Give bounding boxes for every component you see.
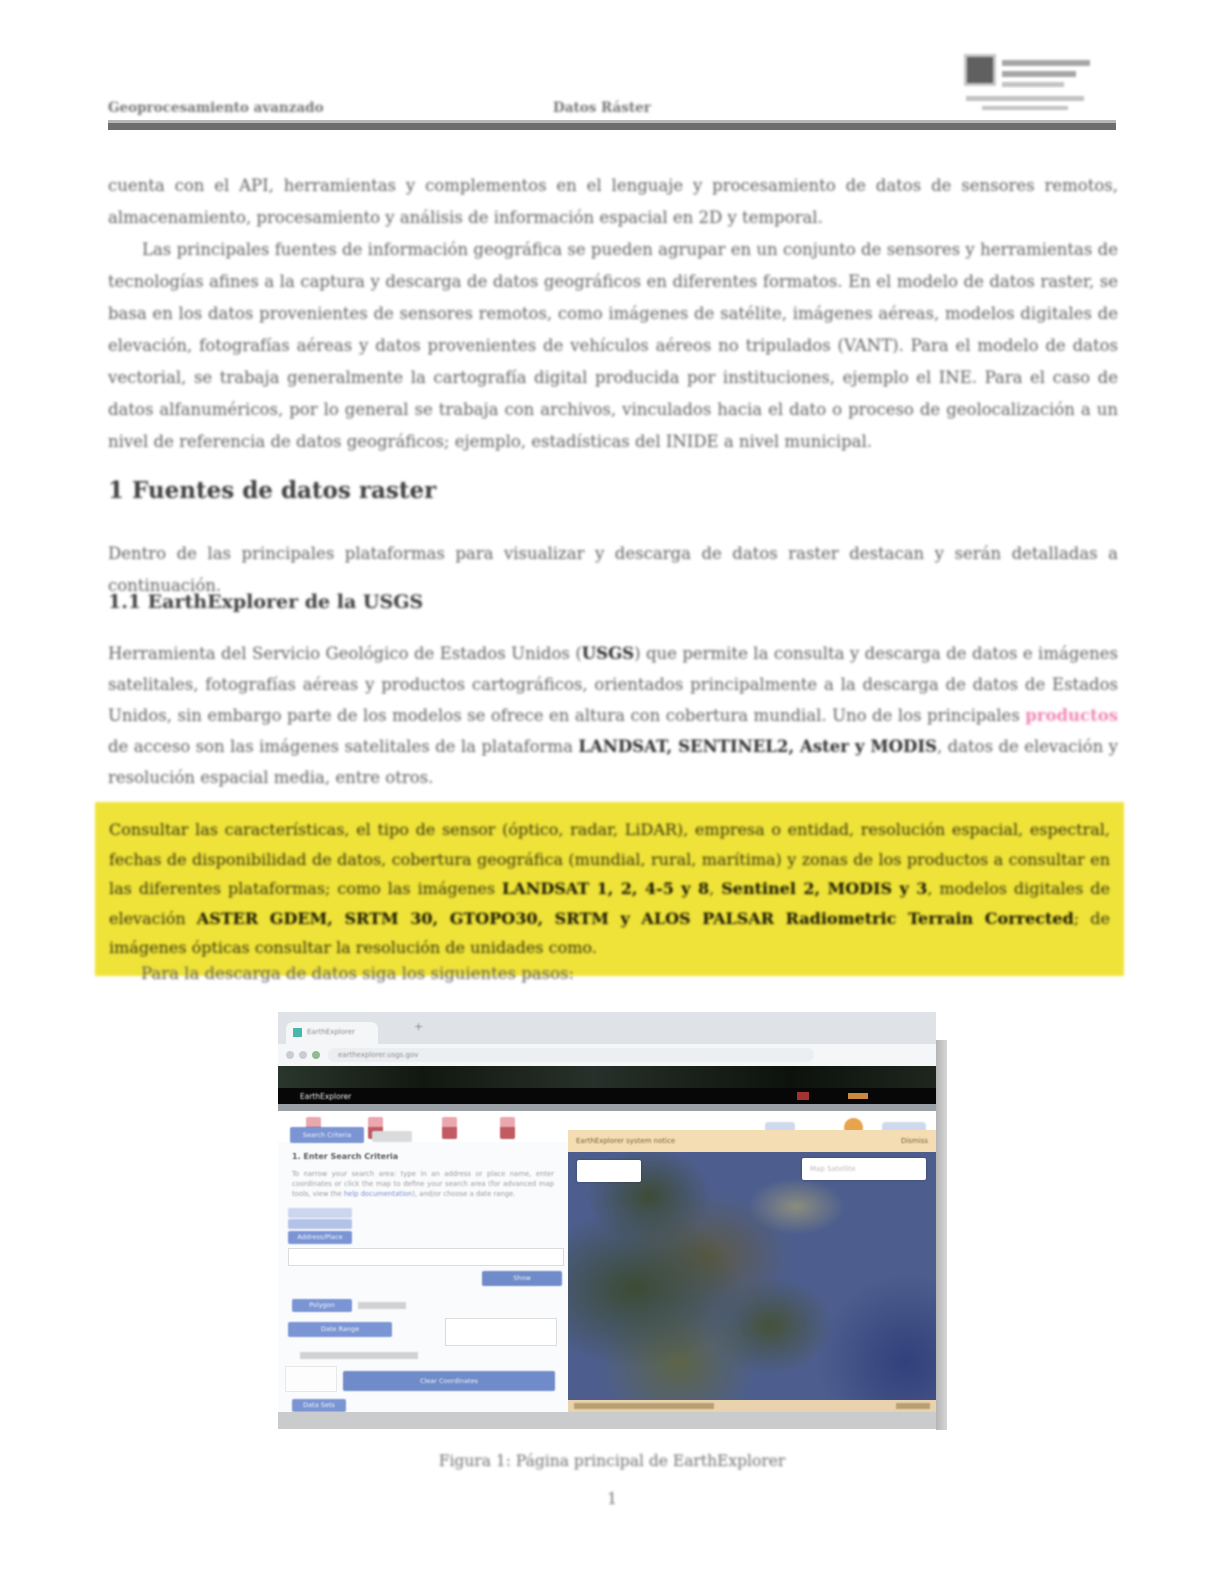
panel-label-line bbox=[358, 1302, 406, 1309]
figure-screenshot bbox=[278, 1012, 936, 1429]
map-overlay-box bbox=[577, 1160, 641, 1182]
intro-paragraph-1: cuenta con el API, herramientas y complementos en el lenguaje y procesamiento de datos de sensores remotos, almacenamiento, procesamiento y análisis de información espacial en 2D y temporal. bbox=[108, 176, 1118, 227]
address-place-tab: Address/Place bbox=[288, 1231, 352, 1244]
section-1-heading: 1 Fuentes de datos raster bbox=[108, 477, 437, 504]
logo-text-line bbox=[1002, 60, 1090, 66]
new-tab-icon: + bbox=[414, 1020, 424, 1033]
refresh-icon bbox=[299, 1051, 307, 1059]
data-sets-tab: Data Sets bbox=[292, 1399, 346, 1412]
url-text: earthexplorer.usgs.gov bbox=[338, 1051, 419, 1059]
paragraph-text: de acceso son las imágenes satelitales de la plataforma bbox=[108, 737, 579, 756]
highlighted-note bbox=[95, 802, 1124, 976]
logo-emblem-icon bbox=[964, 54, 996, 86]
url-field bbox=[328, 1048, 814, 1062]
address-input bbox=[288, 1248, 564, 1266]
home-icon bbox=[312, 1051, 320, 1059]
banner-divider bbox=[278, 1104, 936, 1111]
date-input bbox=[445, 1318, 557, 1346]
paragraph-text: ) que permite la consulta y descarga de datos e imágenes satelitales, fotografías aéreas y productos cartográficos, orientados principalmente a la descarga de datos de Estados Unidos, sin embargo parte de los modelos se ofrece en altura con cobertura mundial. Uno de los principales bbox=[108, 644, 1119, 725]
map-attribution-bar bbox=[568, 1400, 936, 1412]
highlight-text: Consultar las características, el tipo de sensor (óptico, radar, LiDAR), empresa o entidad, resolución espacial, espectral, fechas de disponibilidad de datos, cobertura geográfica (mundial, rural, marítima) y zonas de los productos a consultar en las diferentes plataformas; como las imágenes bbox=[109, 820, 1110, 898]
date-range-tab: Date Range bbox=[288, 1322, 392, 1337]
productos-hyperlink[interactable]: productos bbox=[1025, 706, 1118, 725]
site-banner-photo bbox=[278, 1066, 936, 1088]
paragraph-text: , datos de elevación y resolución espacial media, entre otros. bbox=[108, 737, 1118, 787]
bold-term-dem-products: ASTER GDEM, SRTM 30, GTOPO30, SRTM y ALOS PALSAR Radiometric Terrain Corrected bbox=[196, 908, 1074, 928]
logo-text-line bbox=[1002, 71, 1076, 77]
panel-heading: 1. Enter Search Criteria bbox=[292, 1152, 399, 1161]
attribution-text-line bbox=[574, 1403, 714, 1409]
panel-label-line bbox=[300, 1352, 418, 1359]
bold-term-sentinel: Sentinel 2, MODIS y 3 bbox=[721, 879, 928, 898]
highlight-text: , modelos digitales de elevación bbox=[109, 879, 1111, 928]
header-rule bbox=[108, 120, 1116, 130]
figure-caption: Figura 1: Página principal de EarthExplorer bbox=[438, 1452, 786, 1470]
nav-tab-marker-3 bbox=[442, 1117, 457, 1139]
window-status-bar bbox=[278, 1412, 936, 1429]
map-type-labels: Map Satellite bbox=[810, 1165, 856, 1173]
browser-tab bbox=[286, 1022, 378, 1044]
search-criteria-tab: Search Criteria bbox=[290, 1127, 364, 1143]
site-brand-text: EarthExplorer bbox=[300, 1092, 352, 1101]
logo-text-line bbox=[1002, 82, 1064, 87]
section-1-1-paragraph bbox=[108, 638, 1118, 793]
panel-white-chip bbox=[285, 1366, 337, 1392]
back-icon bbox=[286, 1051, 294, 1059]
paragraph-text: Herramienta del Servicio Geológico de Estados Unidos ( bbox=[108, 644, 582, 663]
banner-orange-badge bbox=[848, 1093, 868, 1099]
page-number: 1 bbox=[607, 1490, 617, 1508]
show-button: Show bbox=[482, 1271, 562, 1286]
bold-term-landsat: LANDSAT 1, 2, 4-5 y 8 bbox=[502, 879, 710, 898]
banner-red-badge bbox=[797, 1092, 809, 1100]
browser-address-bar bbox=[278, 1044, 936, 1067]
institution-logo bbox=[952, 52, 1104, 118]
geocoding-method-bar bbox=[288, 1219, 352, 1229]
highlight-text: ; de imágenes ópticas consultar la resolución de unidades como. bbox=[109, 908, 1111, 957]
attribution-text-line bbox=[896, 1403, 930, 1409]
logo-text-line bbox=[966, 96, 1084, 101]
section-1-intro-line: Dentro de las principales plataformas para visualizar y descarga de datos raster destacan y serán detalladas a continuación. bbox=[108, 544, 1118, 595]
site-banner-bar bbox=[278, 1088, 936, 1104]
header-center-text: Datos Ráster bbox=[553, 100, 651, 116]
instructions-text: ), and/or choose a date range. bbox=[412, 1190, 516, 1198]
browser-tab-bar bbox=[278, 1012, 936, 1044]
header-left-text: Geoprocesamiento avanzado bbox=[108, 100, 324, 116]
satellite-map bbox=[568, 1152, 936, 1400]
site-alert-bar bbox=[568, 1130, 936, 1152]
help-documentation-link: help documentation bbox=[343, 1190, 413, 1198]
favicon-icon bbox=[293, 1028, 302, 1037]
figure-shadow bbox=[936, 1040, 947, 1430]
steps-intro-line: Para la descarga de datos siga los siguientes pasos: bbox=[141, 964, 575, 983]
bold-term-usgs: USGS bbox=[581, 644, 635, 663]
browser-tab-title: EarthExplorer bbox=[307, 1028, 355, 1036]
clear-coordinates-button: Clear Coordinates bbox=[343, 1371, 555, 1391]
map-type-control bbox=[802, 1158, 926, 1180]
section-1-1-heading: 1.1 EarthExplorer de la USGS bbox=[108, 591, 424, 613]
panel-instructions bbox=[292, 1169, 554, 1199]
bold-term-platforms: LANDSAT, SENTINEL2, Aster y MODIS bbox=[578, 737, 937, 756]
logo-text-line bbox=[982, 106, 1068, 110]
alert-message: EarthExplorer system notice bbox=[576, 1137, 676, 1145]
intro-paragraph-2: Las principales fuentes de información geográfica se pueden agrupar en un conjunto de sensores y herramientas de tecnologías afines a la captura y descarga de datos geográficos en diferentes formatos. En el modelo de datos raster, se basa en los datos provenientes de sensores remotos, como imágenes de satélite, imágenes aéreas, modelos digitales de elevación, fotografías aéreas y datos provenientes de vehículos aéreos no tripulados (VANT). Para el modelo de datos vectorial, se trabaja generalmente la cartografía digital producida por instituciones, ejemplo el INE. Para el caso de datos alfanuméricos, por lo general se trabaja con archivos, vinculados hacia el dato o proceso de geolocalización a un nivel de referencia de datos geográficos; ejemplo, estadísticas del INIDE a nivel municipal. bbox=[108, 240, 1118, 451]
highlight-text: , bbox=[709, 879, 722, 898]
polygon-tab: Polygon bbox=[292, 1299, 352, 1312]
instructions-text: To narrow your search area: type in an address or place name, enter coordinates or click the map to define your search area (for advanced map tools, view the bbox=[292, 1170, 554, 1198]
nav-tab-marker-4 bbox=[500, 1117, 515, 1139]
alert-dismiss: Dismiss bbox=[900, 1137, 928, 1145]
geocoding-method-bar bbox=[288, 1208, 352, 1218]
panel-secondary-tab bbox=[372, 1131, 412, 1142]
